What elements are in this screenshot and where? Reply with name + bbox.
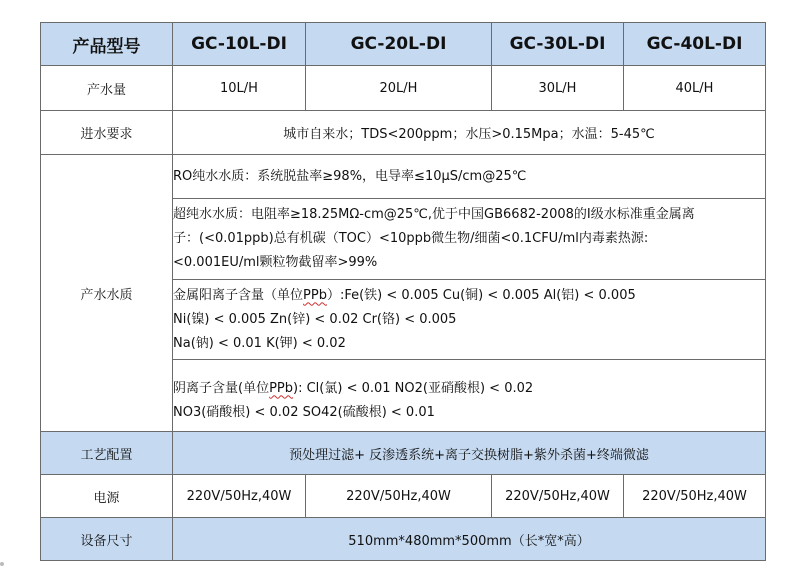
power-value-30l: 220V/50Hz,40W [492, 475, 624, 518]
quality-anion-line: NO3(硝酸根) < 0.02 SO42(硫酸根) < 0.01 [173, 404, 435, 420]
size-value: 510mm*480mm*500mm（长*宽*高） [173, 518, 766, 561]
quality-anion-line [173, 377, 765, 401]
quality-ultra-line: 超纯水水质：电阻率≥18.25MΩ-cm@25℃,优于中国GB6682-2008的Ⅰ级水标准重金属离 [173, 207, 695, 222]
power-row [41, 475, 766, 518]
power-value-40l: 220V/50Hz,40W [624, 475, 766, 518]
power-value-10l: 220V/50Hz,40W [173, 475, 306, 518]
quality-ro-text: RO纯水水质：系统脱盐率≥98%，电导率≤10μS/cm@25℃ [173, 168, 527, 184]
inlet-label: 进水要求 [41, 111, 173, 155]
output-value-30l: 30L/H [492, 66, 624, 111]
header-row [41, 23, 766, 66]
model-gc-40l-di: GC-40L-DI [624, 23, 766, 66]
output-row [41, 66, 766, 111]
model-gc-30l-di: GC-30L-DI [492, 23, 624, 66]
quality-metal-line [173, 284, 765, 308]
process-row [41, 432, 766, 475]
metal-rest: ）:Fe(铁) < 0.005 Cu(铜) < 0.005 Al(铝) < 0.005 [326, 287, 636, 303]
output-value-40l: 40L/H [624, 66, 766, 111]
inlet-row [41, 111, 766, 155]
quality-label: 产水水质 [41, 155, 173, 432]
process-label: 工艺配置 [41, 432, 173, 475]
quality-metal-line: Na(钠) < 0.01 K(钾) < 0.02 [173, 335, 346, 351]
edge-mark [0, 562, 4, 566]
power-label: 电源 [41, 475, 173, 518]
model-gc-10l-di: GC-10L-DI [173, 23, 306, 66]
quality-ultra [173, 199, 766, 280]
power-value-20l: 220V/50Hz,40W [306, 475, 492, 518]
size-row [41, 518, 766, 561]
spec-table [40, 22, 766, 561]
model-gc-20l-di: GC-20L-DI [306, 23, 492, 66]
quality-ro [173, 155, 766, 199]
metal-prefix: 金属阳离子含量（单位 [173, 287, 304, 303]
output-value-10l: 10L/H [173, 66, 306, 111]
anion-rest: ): Cl(氯) < 0.01 NO2(亚硝酸根) < 0.02 [293, 380, 534, 396]
process-value: 预处理过滤+ 反渗透系统+离子交换树脂+紫外杀菌+终端微滤 [173, 432, 766, 475]
model-header-label: 产品型号 [41, 23, 173, 66]
output-label: 产水量 [41, 66, 173, 111]
quality-metal [173, 280, 766, 360]
metal-unit: PPb [303, 287, 327, 303]
anion-prefix: 阴离子含量(单位 [173, 380, 270, 396]
quality-ro-row [41, 155, 766, 199]
output-value-20l: 20L/H [306, 66, 492, 111]
size-label: 设备尺寸 [41, 518, 173, 561]
anion-unit: PPb [269, 380, 294, 396]
inlet-value: 城市自来水；TDS<200ppm；水压>0.15Mpa；水温：5-45℃ [173, 111, 766, 155]
quality-metal-line: Ni(镍) < 0.005 Zn(锌) < 0.02 Cr(铬) < 0.005 [173, 311, 457, 327]
quality-ultra-line: 子：(<0.01ppb)总有机碳（TOC）<10ppb微生物/细菌<0.1CFU/ml内毒素热源: [173, 231, 649, 246]
quality-ultra-line: <0.001EU/ml颗粒物截留率>99% [173, 255, 378, 270]
quality-anion [173, 360, 766, 432]
